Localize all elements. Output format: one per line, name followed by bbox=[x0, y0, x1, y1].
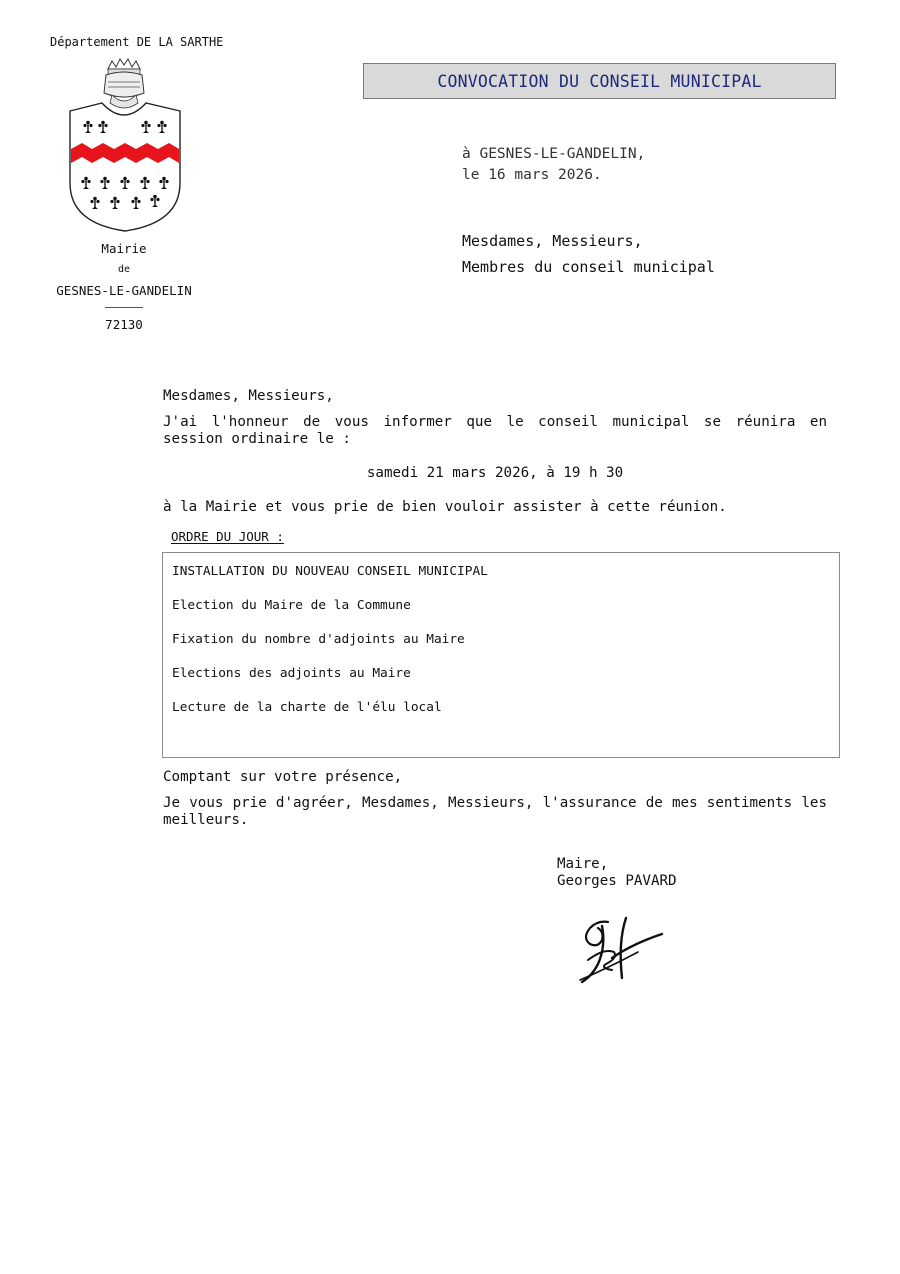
signatory-block bbox=[557, 856, 677, 890]
agenda-item: Election du Maire de la Commune bbox=[172, 598, 411, 613]
mairie-de-label: de bbox=[117, 264, 131, 275]
place-date-block bbox=[462, 144, 645, 186]
place-line: à GESNES-LE-GANDELIN, bbox=[462, 146, 646, 162]
agenda-label: ORDRE DU JOUR : bbox=[171, 529, 284, 544]
document-title bbox=[363, 63, 836, 99]
agenda-item: Lecture de la charte de l'élu local bbox=[172, 700, 442, 715]
document-title-text: CONVOCATION DU CONSEIL MUNICIPAL bbox=[437, 71, 762, 91]
meeting-datetime: samedi 21 mars 2026, à 19 h 30 bbox=[366, 465, 624, 481]
closing-regards: Je vous prie d'agréer, Mesdames, Messieurs, l'assurance de mes sentiments les meilleurs. bbox=[163, 795, 827, 828]
intro-paragraph: J'ai l'honneur de vous informer que le conseil municipal se réunira en session ordinaire le : bbox=[163, 414, 827, 447]
handwritten-signature-icon bbox=[568, 912, 668, 992]
postcode: 72130 bbox=[105, 317, 143, 332]
agenda-item: Elections des adjoints au Maire bbox=[172, 666, 411, 681]
addressee-line-1: Mesdames, Messieurs, bbox=[462, 232, 643, 250]
addressee-block bbox=[462, 228, 715, 280]
coat-of-arms-icon bbox=[62, 55, 186, 235]
commune-name: GESNES-LE-GANDELIN bbox=[56, 283, 192, 298]
invitation-paragraph: à la Mairie et vous prie de bien vouloir assister à cette réunion. bbox=[163, 499, 727, 515]
agenda-box bbox=[162, 552, 840, 758]
mairie-address-block bbox=[40, 240, 208, 333]
address-divider bbox=[105, 307, 143, 308]
closing-presence: Comptant sur votre présence, bbox=[163, 769, 403, 785]
agenda-item: Fixation du nombre d'adjoints au Maire bbox=[172, 632, 465, 647]
addressee-line-2: Membres du conseil municipal bbox=[462, 258, 715, 276]
agenda-list bbox=[163, 553, 839, 733]
mairie-label: Mairie bbox=[101, 241, 147, 256]
date-line: le 16 mars 2026. bbox=[462, 167, 602, 183]
agenda-item: INSTALLATION DU NOUVEAU CONSEIL MUNICIPAL bbox=[172, 564, 488, 579]
signatory-name: Georges PAVARD bbox=[557, 873, 677, 889]
signatory-role: Maire, bbox=[557, 856, 609, 872]
department-label: Département DE LA SARTHE bbox=[50, 35, 224, 49]
salutation: Mesdames, Messieurs, bbox=[163, 388, 334, 404]
